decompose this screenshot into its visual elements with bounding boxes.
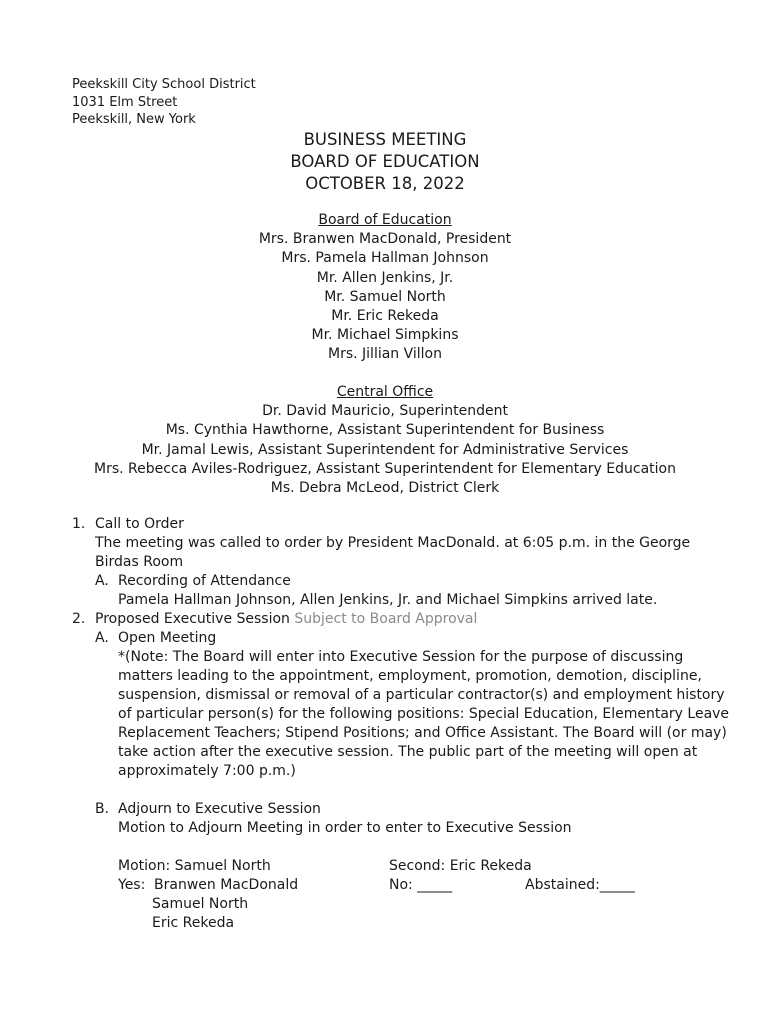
central-office-member: Ms. Cynthia Hawthorne, Assistant Superintendent for Business	[165, 422, 605, 439]
agenda-item-title: Proposed Executive Session	[95, 611, 290, 627]
district-city: Peekskill, New York	[72, 112, 196, 127]
seconded-by: Second: Eric Rekeda	[389, 858, 532, 874]
agenda-subitem-2b	[72, 800, 742, 819]
yes-label: Yes:	[118, 877, 146, 893]
subitem-text: Motion to Adjourn Meeting in order to enter to Executive Session	[118, 820, 572, 836]
board-member: Mr. Samuel North	[324, 288, 446, 305]
central-office-heading: Central Office	[336, 384, 434, 400]
subitem-letter: B.	[95, 801, 110, 817]
agenda-item-number: 1.	[72, 516, 86, 532]
abstained-votes: Abstained:_____	[525, 877, 635, 893]
vote-row	[72, 876, 742, 895]
board-member: Mr. Eric Rekeda	[331, 308, 439, 325]
central-office-list	[0, 383, 770, 498]
agenda-item-2	[72, 610, 742, 629]
yes-vote: Eric Rekeda	[152, 915, 235, 931]
meeting-title	[0, 129, 770, 195]
subitem-letter: A.	[95, 573, 109, 589]
executive-session-note: *(Note: The Board will enter into Executive Session for the purpose of discussing matters leading to the appointment, employment, promotion, demotion, discipline, suspension, dismissal or removal of a particular contractor(s) and employment history of particular person(s) for the following positions: Special Education, Elementary Leave Replacement Teachers; Stipend Positions; and Office Assistant. The Board will (or may) take action after the executive session. The public part of the meeting will open at approximately 7:00 p.m.)	[118, 649, 730, 779]
title-line-3: OCTOBER 18, 2022	[305, 174, 465, 193]
approval-note: Subject to Board Approval	[294, 611, 478, 627]
central-office-member: Mr. Jamal Lewis, Assistant Superintendent for Administrative Services	[141, 441, 629, 458]
agenda-item-text: The meeting was called to order by President MacDonald. at 6:05 p.m. in the George Birdas Room	[95, 535, 691, 570]
subitem-title: Recording of Attendance	[118, 573, 291, 589]
board-list	[0, 211, 770, 365]
agenda-subitem-2a	[72, 629, 742, 648]
yes-vote-row	[72, 895, 742, 914]
board-member: Mrs. Jillian Villon	[328, 346, 442, 363]
central-office-member: Ms. Debra McLeod, District Clerk	[270, 480, 500, 497]
yes-vote: Samuel North	[152, 896, 249, 912]
central-office-member: Mrs. Rebecca Aviles-Rodriguez, Assistant Superintendent for Elementary Education	[94, 460, 676, 477]
yes-vote: Branwen MacDonald	[154, 877, 299, 893]
central-office-member: Dr. David Mauricio, Superintendent	[262, 403, 508, 420]
title-line-1: BUSINESS MEETING	[303, 130, 467, 149]
title-line-2: BOARD OF EDUCATION	[290, 152, 480, 171]
no-votes: No: _____	[389, 877, 453, 893]
subitem-title: Open Meeting	[118, 630, 217, 646]
agenda-item-number: 2.	[72, 611, 86, 627]
board-member: Mrs. Pamela Hallman Johnson	[281, 250, 489, 267]
subitem-letter: A.	[95, 630, 109, 646]
yes-vote-row	[72, 914, 742, 933]
agenda	[72, 515, 742, 933]
board-member: Mrs. Branwen MacDonald, President	[258, 231, 512, 248]
agenda-item-1	[72, 515, 742, 534]
board-member: Mr. Allen Jenkins, Jr.	[316, 269, 454, 286]
subitem-title: Adjourn to Executive Session	[118, 801, 321, 817]
board-member: Mr. Michael Simpkins	[311, 327, 459, 344]
agenda-subitem-1a	[72, 572, 742, 591]
subitem-text: Pamela Hallman Johnson, Allen Jenkins, Jr. and Michael Simpkins arrived late.	[118, 592, 658, 608]
motion-row	[72, 857, 742, 876]
agenda-item-title: Call to Order	[95, 516, 184, 532]
board-heading: Board of Education	[318, 212, 452, 228]
district-name: Peekskill City School District	[72, 77, 256, 92]
district-street: 1031 Elm Street	[72, 94, 178, 110]
district-address	[72, 76, 256, 129]
motion-by: Motion: Samuel North	[118, 858, 271, 874]
